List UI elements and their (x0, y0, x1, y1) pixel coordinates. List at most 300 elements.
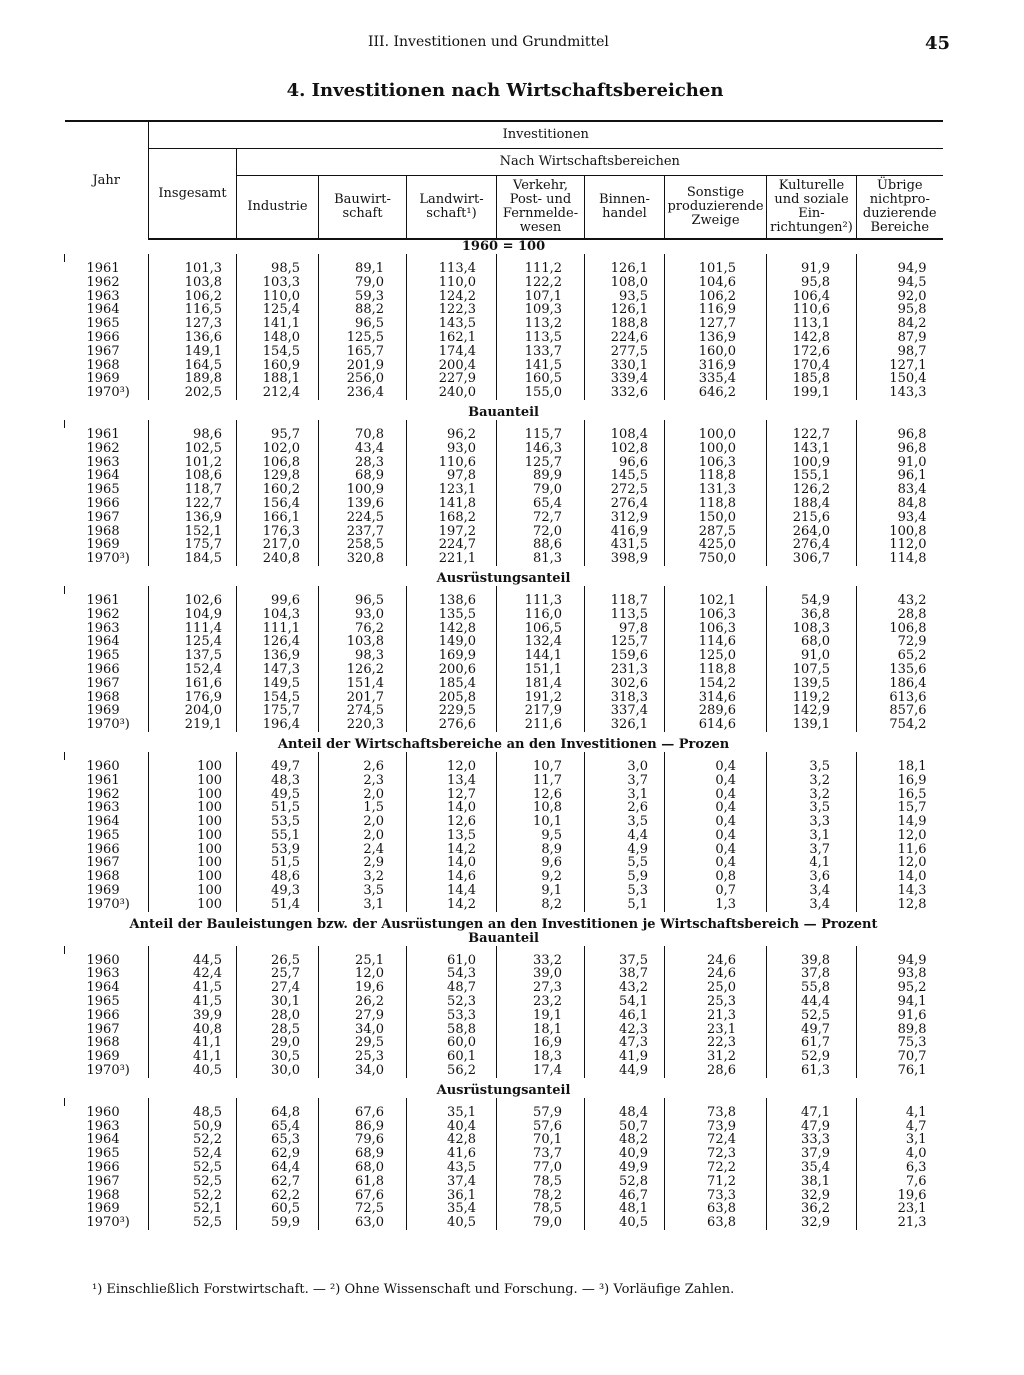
value-cell: 84,2 (857, 317, 943, 331)
value-cell: 98,3 (319, 649, 407, 663)
value-cell: 100,0 (665, 428, 767, 442)
value-cell: 339,4 (585, 372, 665, 386)
value-cell: 185,4 (407, 677, 497, 691)
year-cell: 1970³) (86, 551, 130, 567)
value-cell: 72,2 (665, 1161, 767, 1175)
value-cell: 110,6 (407, 456, 497, 470)
value-cell: 199,1 (767, 386, 857, 400)
value-cell: 50,7 (585, 1120, 665, 1134)
value-cell: 100 (149, 760, 237, 774)
value-cell: 27,4 (237, 981, 319, 995)
value-cell: 127,7 (665, 317, 767, 331)
value-cell: 53,9 (237, 843, 319, 857)
year-cell: 1966 (86, 495, 120, 511)
value-cell: 229,5 (407, 704, 497, 718)
value-cell: 137,5 (149, 649, 237, 663)
value-cell: 40,4 (407, 1120, 497, 1134)
value-cell: 65,2 (857, 649, 943, 663)
value-cell: 160,5 (497, 372, 585, 386)
year-cell: 1963 (86, 1118, 120, 1134)
value-cell: 14,0 (857, 870, 943, 884)
year-cell: 1970³) (86, 1063, 130, 1079)
value-cell: 416,9 (585, 525, 665, 539)
value-cell: 110,6 (767, 303, 857, 317)
value-cell: 84,8 (857, 497, 943, 511)
value-cell: 224,6 (585, 331, 665, 345)
value-cell: 3,1 (319, 898, 407, 912)
value-cell: 175,7 (237, 704, 319, 718)
table-row (65, 649, 943, 663)
value-cell: 54,1 (585, 995, 665, 1009)
value-cell: 70,7 (857, 1050, 943, 1064)
value-cell: 25,0 (665, 981, 767, 995)
value-cell: 154,5 (237, 691, 319, 705)
value-cell: 14,9 (857, 815, 943, 829)
value-cell: 0,4 (665, 829, 767, 843)
value-cell: 41,6 (407, 1147, 497, 1161)
year-cell: 1963 (86, 454, 120, 470)
value-cell: 79,0 (497, 483, 585, 497)
value-cell: 219,1 (149, 718, 237, 732)
value-cell: 23,2 (497, 995, 585, 1009)
value-cell: 289,6 (665, 704, 767, 718)
value-cell: 41,5 (149, 981, 237, 995)
table-row (65, 870, 943, 884)
year-cell: 1969 (86, 883, 120, 899)
value-cell: 3,4 (767, 884, 857, 898)
value-cell: 106,8 (857, 622, 943, 636)
year-cell: 1961 (86, 261, 120, 276)
value-cell: 240,8 (237, 552, 319, 566)
value-cell: 176,9 (149, 691, 237, 705)
value-cell: 122,3 (407, 303, 497, 317)
year-cell: 1964 (86, 302, 120, 318)
value-cell: 10,7 (497, 760, 585, 774)
value-cell: 27,9 (319, 1009, 407, 1023)
value-cell: 75,3 (857, 1036, 943, 1050)
value-cell: 21,3 (857, 1216, 943, 1230)
value-cell: 7,6 (857, 1175, 943, 1189)
footnotes: ¹) Einschließlich Forstwirtschaft. — ²) Ohne Wissenschaft und Forschung. — ³) Vorläufige Zahlen. (92, 1282, 735, 1297)
value-cell: 162,1 (407, 331, 497, 345)
value-cell: 52,2 (149, 1133, 237, 1147)
year-cell: 1965 (86, 648, 120, 664)
value-cell: 63,8 (665, 1216, 767, 1230)
value-cell: 398,9 (585, 552, 665, 566)
value-cell: 122,2 (497, 276, 585, 290)
value-cell: 0,4 (665, 815, 767, 829)
value-cell: 108,0 (585, 276, 665, 290)
value-cell: 27,3 (497, 981, 585, 995)
table-row (65, 1147, 943, 1161)
value-cell: 25,3 (319, 1050, 407, 1064)
value-cell: 100,8 (857, 525, 943, 539)
value-cell: 43,2 (585, 981, 665, 995)
year-cell: 1962 (86, 440, 120, 456)
value-cell: 14,0 (407, 801, 497, 815)
value-cell: 102,5 (149, 442, 237, 456)
value-cell: 200,6 (407, 663, 497, 677)
year-cell: 1965 (86, 316, 120, 332)
value-cell: 41,5 (149, 995, 237, 1009)
value-cell: 39,0 (497, 967, 585, 981)
value-cell: 16,9 (497, 1036, 585, 1050)
value-cell: 44,9 (585, 1064, 665, 1078)
value-cell: 52,3 (407, 995, 497, 1009)
value-cell: 61,8 (319, 1175, 407, 1189)
value-cell: 170,4 (767, 359, 857, 373)
year-cell: 1968 (86, 689, 120, 705)
value-cell: 37,8 (767, 967, 857, 981)
value-cell: 58,8 (407, 1023, 497, 1037)
value-cell: 161,6 (149, 677, 237, 691)
value-cell: 100,9 (319, 483, 407, 497)
value-cell: 108,6 (149, 469, 237, 483)
value-cell: 16,5 (857, 788, 943, 802)
year-cell: 1961 (86, 426, 120, 442)
value-cell: 236,4 (319, 386, 407, 400)
value-cell: 3,2 (319, 870, 407, 884)
value-cell: 36,2 (767, 1202, 857, 1216)
value-cell: 3,1 (767, 829, 857, 843)
value-cell: 2,3 (319, 774, 407, 788)
value-cell: 73,8 (665, 1106, 767, 1120)
value-cell: 35,1 (407, 1106, 497, 1120)
value-cell: 47,1 (767, 1106, 857, 1120)
value-cell: 35,4 (407, 1202, 497, 1216)
value-cell: 47,9 (767, 1120, 857, 1134)
year-cell: 1965 (86, 482, 120, 498)
value-cell: 30,1 (237, 995, 319, 1009)
table-row (65, 760, 943, 774)
value-cell: 160,0 (665, 345, 767, 359)
value-cell: 14,4 (407, 884, 497, 898)
year-cell: 1968 (86, 1035, 120, 1051)
table-row (65, 856, 943, 870)
value-cell: 49,3 (237, 884, 319, 898)
value-cell: 8,9 (497, 843, 585, 857)
value-cell: 109,3 (497, 303, 585, 317)
value-cell: 146,3 (497, 442, 585, 456)
year-cell: 1967 (86, 1173, 120, 1189)
value-cell: 64,4 (237, 1161, 319, 1175)
table-row (65, 967, 943, 981)
value-cell: 63,0 (319, 1216, 407, 1230)
table-row (65, 677, 943, 691)
value-cell: 52,5 (149, 1216, 237, 1230)
value-cell: 6,3 (857, 1161, 943, 1175)
value-cell: 101,2 (149, 456, 237, 470)
table-header (65, 121, 943, 239)
value-cell: 139,1 (767, 718, 857, 732)
value-cell: 36,1 (407, 1189, 497, 1203)
value-cell: 56,2 (407, 1064, 497, 1078)
value-cell: 211,6 (497, 718, 585, 732)
value-cell: 62,7 (237, 1175, 319, 1189)
value-cell: 14,3 (857, 884, 943, 898)
value-cell: 172,6 (767, 345, 857, 359)
value-cell: 60,0 (407, 1036, 497, 1050)
value-cell: 67,6 (319, 1189, 407, 1203)
year-cell: 1960 (86, 1104, 120, 1120)
value-cell: 147,3 (237, 663, 319, 677)
table-row (65, 331, 943, 345)
value-cell: 52,5 (767, 1009, 857, 1023)
value-cell: 103,8 (319, 635, 407, 649)
investment-table (64, 120, 943, 1230)
year-cell: 1969 (86, 1201, 120, 1217)
year-cell: 1966 (86, 841, 120, 857)
col-verkehr: Verkehr, Post- und Fernmelde- wesen (497, 176, 585, 240)
col-insgesamt: Insgesamt (149, 149, 237, 240)
value-cell: 93,4 (857, 511, 943, 525)
value-cell: 48,1 (585, 1202, 665, 1216)
value-cell: 65,4 (237, 1120, 319, 1134)
value-cell: 217,9 (497, 704, 585, 718)
value-cell: 49,9 (585, 1161, 665, 1175)
value-cell: 113,5 (585, 608, 665, 622)
value-cell: 118,7 (149, 483, 237, 497)
value-cell: 0,4 (665, 760, 767, 774)
table-row (65, 954, 943, 968)
value-cell: 49,7 (237, 760, 319, 774)
value-cell: 2,0 (319, 815, 407, 829)
value-cell: 2,4 (319, 843, 407, 857)
value-cell: 276,4 (767, 538, 857, 552)
value-cell: 221,1 (407, 552, 497, 566)
value-cell: 57,6 (497, 1120, 585, 1134)
value-cell: 42,3 (585, 1023, 665, 1037)
value-cell: 14,6 (407, 870, 497, 884)
value-cell: 100 (149, 843, 237, 857)
value-cell: 204,0 (149, 704, 237, 718)
value-cell: 36,8 (767, 608, 857, 622)
value-cell: 135,6 (857, 663, 943, 677)
col-landwirtschaft: Landwirt- schaft¹) (407, 176, 497, 240)
value-cell: 102,8 (585, 442, 665, 456)
year-cell: 1968 (86, 1187, 120, 1203)
value-cell: 37,9 (767, 1147, 857, 1161)
table-row (65, 511, 943, 525)
value-cell: 240,0 (407, 386, 497, 400)
table-row (65, 718, 943, 732)
value-cell: 97,8 (407, 469, 497, 483)
table-row (65, 829, 943, 843)
value-cell: 5,3 (585, 884, 665, 898)
value-cell: 106,4 (767, 290, 857, 304)
value-cell: 30,0 (237, 1064, 319, 1078)
value-cell: 174,4 (407, 345, 497, 359)
value-cell: 54,9 (767, 594, 857, 608)
value-cell: 156,4 (237, 497, 319, 511)
value-cell: 126,2 (767, 483, 857, 497)
value-cell: 60,1 (407, 1050, 497, 1064)
value-cell: 154,2 (665, 677, 767, 691)
value-cell: 113,1 (767, 317, 857, 331)
value-cell: 42,8 (407, 1133, 497, 1147)
value-cell: 19,6 (319, 981, 407, 995)
value-cell: 188,8 (585, 317, 665, 331)
table-row (65, 1216, 943, 1230)
value-cell: 202,5 (149, 386, 237, 400)
value-cell: 287,5 (665, 525, 767, 539)
value-cell: 17,4 (497, 1064, 585, 1078)
value-cell: 28,5 (237, 1023, 319, 1037)
value-cell: 160,2 (237, 483, 319, 497)
value-cell: 44,4 (767, 995, 857, 1009)
value-cell: 18,1 (857, 760, 943, 774)
value-cell: 40,5 (585, 1216, 665, 1230)
table-row (65, 1064, 943, 1078)
value-cell: 165,7 (319, 345, 407, 359)
page-number: 45 (925, 33, 951, 54)
value-cell: 72,0 (497, 525, 585, 539)
value-cell: 9,2 (497, 870, 585, 884)
value-cell: 54,3 (407, 967, 497, 981)
value-cell: 5,1 (585, 898, 665, 912)
value-cell: 12,7 (407, 788, 497, 802)
value-cell: 118,8 (665, 469, 767, 483)
value-cell: 3,1 (585, 788, 665, 802)
value-cell: 96,8 (857, 428, 943, 442)
value-cell: 335,4 (665, 372, 767, 386)
value-cell: 98,7 (857, 345, 943, 359)
value-cell: 149,5 (237, 677, 319, 691)
value-cell: 76,1 (857, 1064, 943, 1078)
value-cell: 48,2 (585, 1133, 665, 1147)
value-cell: 95,8 (857, 303, 943, 317)
value-cell: 18,3 (497, 1050, 585, 1064)
value-cell: 136,9 (665, 331, 767, 345)
year-cell: 1965 (86, 827, 120, 843)
value-cell: 118,8 (665, 497, 767, 511)
year-cell: 1961 (86, 592, 120, 608)
value-cell: 68,9 (319, 469, 407, 483)
value-cell: 30,5 (237, 1050, 319, 1064)
section-title: Bauanteil (468, 405, 539, 421)
value-cell: 100 (149, 898, 237, 912)
value-cell: 106,3 (665, 456, 767, 470)
value-cell: 302,6 (585, 677, 665, 691)
value-cell: 49,7 (767, 1023, 857, 1037)
value-cell: 52,8 (585, 1175, 665, 1189)
value-cell: 3,0 (585, 760, 665, 774)
value-cell: 51,5 (237, 856, 319, 870)
value-cell: 46,7 (585, 1189, 665, 1203)
value-cell: 2,9 (319, 856, 407, 870)
value-cell: 79,6 (319, 1133, 407, 1147)
year-cell: 1960 (86, 758, 120, 774)
value-cell: 28,3 (319, 456, 407, 470)
value-cell: 126,4 (237, 635, 319, 649)
value-cell: 78,5 (497, 1202, 585, 1216)
section-title: Anteil der Bauleistungen bzw. der Ausrüstungen an den Investitionen je Wirtschaftsbereich — Prozent (129, 916, 878, 932)
value-cell: 135,5 (407, 608, 497, 622)
value-cell: 12,6 (497, 788, 585, 802)
value-cell: 67,6 (319, 1106, 407, 1120)
year-cell: 1963 (86, 620, 120, 636)
value-cell: 3,6 (767, 870, 857, 884)
value-cell: 71,2 (665, 1175, 767, 1189)
value-cell: 51,5 (237, 801, 319, 815)
value-cell: 118,7 (585, 594, 665, 608)
value-cell: 11,7 (497, 774, 585, 788)
value-cell: 59,9 (237, 1216, 319, 1230)
value-cell: 431,5 (585, 538, 665, 552)
page-header (0, 34, 1024, 54)
value-cell: 175,7 (149, 538, 237, 552)
value-cell: 40,5 (149, 1064, 237, 1078)
value-cell: 23,1 (857, 1202, 943, 1216)
value-cell: 94,5 (857, 276, 943, 290)
value-cell: 100 (149, 774, 237, 788)
value-cell: 28,8 (857, 608, 943, 622)
value-cell: 191,2 (497, 691, 585, 705)
table-row (65, 552, 943, 566)
value-cell: 68,0 (767, 635, 857, 649)
value-cell: 104,3 (237, 608, 319, 622)
col-binnenhandel: Binnen- handel (585, 176, 665, 240)
value-cell: 332,6 (585, 386, 665, 400)
value-cell: 106,2 (665, 290, 767, 304)
value-cell: 50,9 (149, 1120, 237, 1134)
value-cell: 5,9 (585, 870, 665, 884)
value-cell: 126,1 (585, 262, 665, 276)
value-cell: 12,6 (407, 815, 497, 829)
year-cell: 1966 (86, 329, 120, 345)
value-cell: 68,0 (319, 1161, 407, 1175)
value-cell: 184,5 (149, 552, 237, 566)
value-cell: 31,2 (665, 1050, 767, 1064)
value-cell: 21,3 (665, 1009, 767, 1023)
value-cell: 18,1 (497, 1023, 585, 1037)
value-cell: 13,4 (407, 774, 497, 788)
value-cell: 125,4 (149, 635, 237, 649)
year-cell: 1965 (86, 1146, 120, 1162)
value-cell: 83,4 (857, 483, 943, 497)
value-cell: 33,3 (767, 1133, 857, 1147)
value-cell: 113,2 (497, 317, 585, 331)
value-cell: 186,4 (857, 677, 943, 691)
value-cell: 53,3 (407, 1009, 497, 1023)
section-heading (65, 566, 943, 586)
table-row (65, 594, 943, 608)
value-cell: 122,7 (149, 497, 237, 511)
value-cell: 73,9 (665, 1120, 767, 1134)
value-cell: 116,5 (149, 303, 237, 317)
value-cell: 9,1 (497, 884, 585, 898)
value-cell: 148,0 (237, 331, 319, 345)
year-cell: 1962 (86, 786, 120, 802)
table-row (65, 995, 943, 1009)
table-row (65, 1133, 943, 1147)
col-kulturelle: Kulturelle und soziale Ein- richtungen²) (767, 176, 857, 240)
value-cell: 40,5 (407, 1216, 497, 1230)
value-cell: 197,2 (407, 525, 497, 539)
value-cell: 110,0 (407, 276, 497, 290)
table-row (65, 456, 943, 470)
value-cell: 100,0 (665, 442, 767, 456)
value-cell: 19,6 (857, 1189, 943, 1203)
value-cell: 14,2 (407, 898, 497, 912)
value-cell: 0,4 (665, 801, 767, 815)
value-cell: 0,7 (665, 884, 767, 898)
value-cell: 12,8 (857, 898, 943, 912)
value-cell: 116,0 (497, 608, 585, 622)
table-row (65, 1106, 943, 1120)
value-cell: 139,5 (767, 677, 857, 691)
value-cell: 101,3 (149, 262, 237, 276)
